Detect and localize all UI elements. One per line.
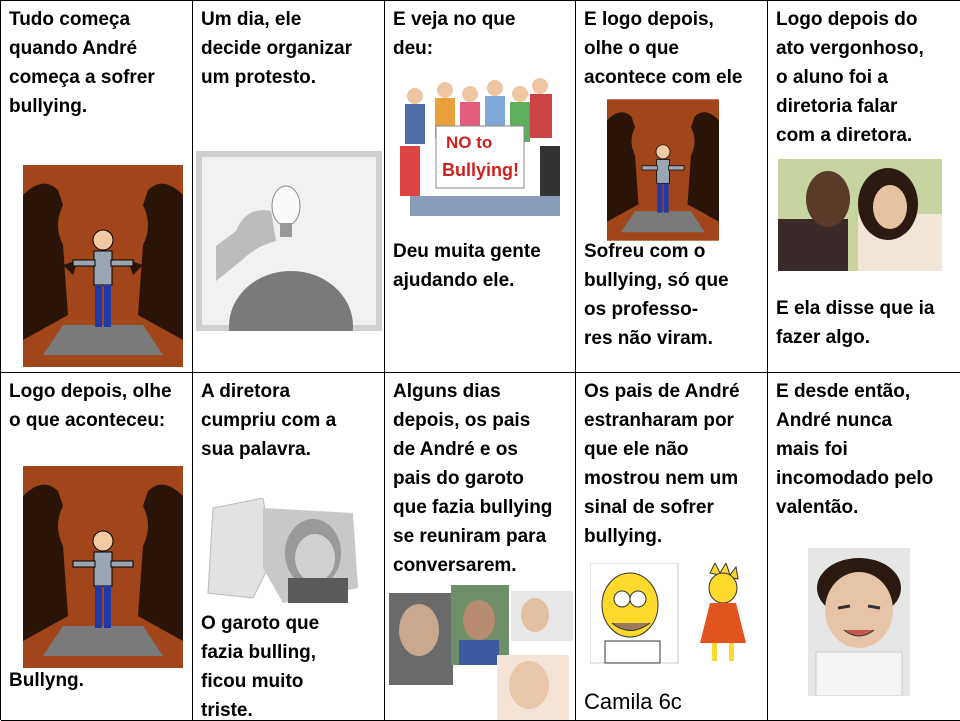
panel-4 <box>576 1 768 373</box>
panel-10 <box>768 373 960 721</box>
panel-10-caption: E desde então, André nunca mais foi incomodado pelo valentão. <box>776 381 934 518</box>
no-to-bullying-group-photo <box>390 76 572 226</box>
two-children-photo <box>778 159 942 271</box>
panel-8-caption: Alguns dias depois, os pais de André e os pais do garoto que fazia bullying se reuniram para conversarem. <box>393 381 553 576</box>
panel-3-caption-2: Deu muita gente ajudando ele. <box>393 241 541 291</box>
bullying-illustration <box>23 466 183 668</box>
sign-line-2: Bullying! <box>442 160 519 180</box>
panel-4-caption-2: Sofreu com o bullying, só que os professo- res não viram. <box>584 241 729 349</box>
bullying-illustration <box>607 99 719 241</box>
panel-2-caption: Um dia, ele decide organizar um protesto. <box>201 9 352 88</box>
panel-5 <box>768 1 960 373</box>
panel-7 <box>193 373 385 721</box>
panel-9 <box>576 373 768 721</box>
panel-7-caption-2: O garoto que fazia bulling, ficou muito triste. <box>201 613 320 721</box>
panel-7-caption: A diretora cumpriu com a sua palavra. <box>201 381 337 460</box>
panel-6-caption: Logo depois, olhe o que aconteceu: <box>9 381 172 431</box>
panel-8 <box>385 373 576 721</box>
sad-boy-photo <box>203 498 363 608</box>
panel-3-caption: E veja no que deu: <box>393 9 516 59</box>
author-signature: Camila 6c <box>584 689 682 714</box>
panel-6-caption-2: Bullyng. <box>9 670 84 691</box>
panel-1 <box>1 1 193 373</box>
bullying-illustration <box>23 165 183 367</box>
smiling-boy-photo <box>808 548 910 696</box>
lightbulb-idea-photo <box>196 151 382 331</box>
sign-line-1: NO to <box>446 133 493 152</box>
panel-5-caption-2: E ela disse que ia fazer algo. <box>776 298 935 348</box>
panel-9-caption: Os pais de André estranharam por que ele não mostrou nem um sinal de sofrer bullying. <box>584 381 740 547</box>
panel-2 <box>193 1 385 373</box>
panel-6 <box>1 373 193 721</box>
panel-4-caption: E logo depois, olhe o que acontece com ele <box>584 9 743 88</box>
panel-1-caption: Tudo começa quando André começa a sofrer bullying. <box>9 9 155 117</box>
panel-3 <box>385 1 576 373</box>
panel-5-caption: Logo depois do ato vergonhoso, o aluno foi a diretoria falar com a diretora. <box>776 9 924 146</box>
parents-collage <box>389 585 573 721</box>
homer-and-lisa-cartoon <box>590 563 760 667</box>
